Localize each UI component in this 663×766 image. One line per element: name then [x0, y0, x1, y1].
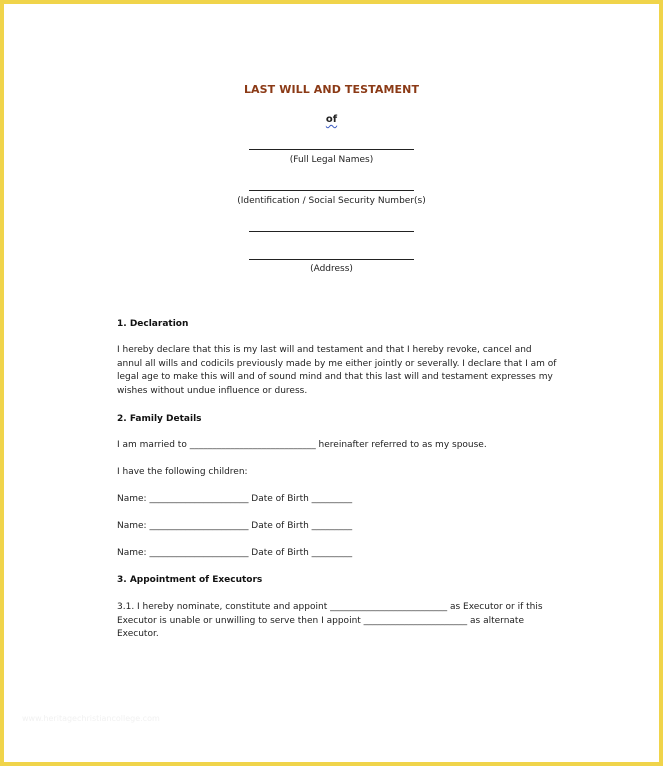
child-line-3: Name: ______________________ Date of Birth _________ — [117, 548, 353, 558]
family-details-heading: 2. Family Details — [117, 414, 202, 424]
full-legal-names-caption: (Full Legal Names) — [289, 155, 374, 165]
watermark-text: www.heritagechristiancollege.com — [22, 714, 160, 723]
child-line-1: Name: ______________________ Date of Birth _________ — [117, 494, 353, 504]
address-caption: (Address) — [310, 264, 353, 274]
children-intro: I have the following children: — [117, 467, 248, 477]
full-legal-names-line — [249, 149, 414, 150]
document-page — [4, 4, 659, 762]
declaration-heading: 1. Declaration — [117, 319, 189, 329]
of-label: of — [325, 114, 338, 125]
address-line-2 — [249, 259, 414, 260]
identification-caption: (Identification / Social Security Number(s) — [237, 196, 426, 206]
married-line: I am married to ____________________________ hereinafter referred to as my spouse. — [117, 440, 487, 450]
executors-heading: 3. Appointment of Executors — [117, 575, 263, 585]
executors-clause: 3.1. I hereby nominate, constitute and appoint __________________________ as Executor or if this Executor is unable or unwilling to serve then I appoint _______________________ as alternate Executor. — [117, 602, 543, 640]
identification-line — [249, 190, 414, 191]
declaration-text: I hereby declare that this is my last will and testament and that I hereby revoke, cancel and annul all wills and codicils previously made by me either jointly or severally. I declare that I am of legal age to make this will and of sound mind and that this last will and testament expresses my wishes without undue influence or duress. — [117, 345, 557, 397]
child-line-2: Name: ______________________ Date of Birth _________ — [117, 521, 353, 531]
document-title: LAST WILL AND TESTAMENT — [243, 83, 420, 96]
document-content — [4, 4, 659, 762]
address-line-1 — [249, 231, 414, 232]
